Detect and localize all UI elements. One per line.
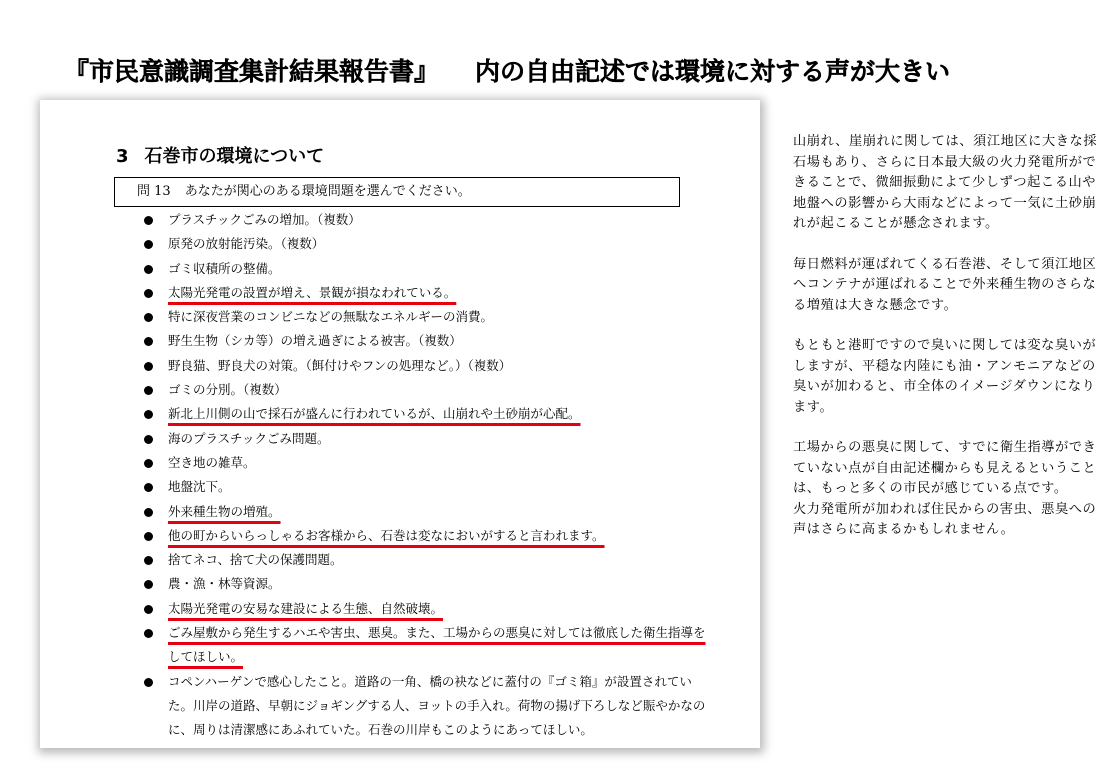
bullet-icon — [144, 216, 153, 225]
bullet-icon — [144, 435, 153, 444]
answer-item — [40, 305, 728, 329]
bullet-icon — [144, 556, 153, 565]
answer-text: 野生生物（シカ等）の増え過ぎによる被害。（複数） — [168, 333, 462, 349]
bullet-icon — [144, 532, 153, 541]
answer-item — [40, 572, 728, 596]
answer-text: 農・漁・林等資源。 — [168, 576, 281, 592]
question-text: あなたが関心のある環境問題を選んでください。 — [184, 184, 471, 199]
answer-item — [40, 621, 713, 670]
bullet-icon — [144, 386, 153, 395]
answer-item — [40, 208, 728, 232]
question-box — [114, 177, 680, 207]
answer-item — [40, 232, 728, 256]
commentary-invasive-species: 毎日燃料が運ばれてくる石巻港、そして須江地区へコンテナが運ばれることで外来種生物のさらなる増殖は大きな懸念です。 — [793, 256, 1097, 313]
answer-text: 捨てネコ、捨て犬の保護問題。 — [168, 552, 343, 568]
answer-item — [40, 329, 728, 353]
answer-item — [40, 257, 728, 281]
answer-text-highlighted: 外来種生物の増殖。 — [168, 503, 281, 519]
bullet-icon — [144, 605, 153, 614]
section-title: 石巻市の環境について — [144, 146, 325, 167]
answer-text: ゴミ収積所の整備。 — [168, 260, 281, 276]
bullet-icon — [144, 483, 153, 492]
bullet-icon — [144, 629, 153, 638]
answer-text: 原発の放射能汚染。（複数） — [168, 236, 325, 252]
bullet-icon — [144, 337, 153, 346]
answer-item — [40, 402, 728, 426]
question-number: 問 13 — [137, 184, 171, 199]
answer-text-highlighted: ごみ屋敷から発生するハエや害虫、悪臭。また、工場からの悪臭に対しては徹底した衛生指導をしてほしい。 — [168, 625, 706, 665]
answer-item — [40, 378, 728, 402]
answer-text: 海のプラスチックごみ問題。 — [168, 430, 330, 446]
answer-text: プラスチックごみの増加。（複数） — [168, 212, 361, 227]
answer-text-highlighted: 新北上川側の山で採石が盛んに行われているが、山崩れや土砂崩が心配。 — [168, 406, 581, 422]
report-excerpt — [40, 100, 760, 748]
report-title: 『市民意識調査集計結果報告書』 — [64, 57, 440, 86]
commentary-panel — [793, 132, 1098, 541]
answer-item — [40, 548, 728, 572]
answer-list — [40, 208, 760, 743]
bullet-icon — [144, 410, 153, 419]
slide-subtitle: 内の自由記述では環境に対する声が大きい — [475, 57, 951, 86]
bullet-icon — [144, 362, 153, 371]
bullet-icon — [144, 459, 153, 468]
answer-item — [40, 427, 728, 451]
commentary-factory-odor: 工場からの悪臭に関して、すでに衛生指導ができていない点が自由記述欄からも見えるということは、もっと多くの市民が感じている点です。 — [793, 440, 1097, 496]
bullet-icon — [144, 580, 153, 589]
answer-text: 地盤沈下。 — [168, 479, 231, 495]
answer-text-highlighted: 他の町からいらっしゃるお客様から、石巻は変なにおいがすると言われます。 — [168, 527, 605, 543]
answer-text: 特に深夜営業のコンビニなどの無駄なエネルギーの消費。 — [168, 309, 494, 325]
answer-item — [40, 500, 728, 524]
answer-text-highlighted: 太陽光発電の設置が増え、景観が損なわれている。 — [168, 284, 457, 300]
answer-text: コペンハーゲンで感心したこと。道路の一角、橋の袂などに蓋付の『ゴミ箱』が設置されていた。川岸の道路、早朝にジョギングする人、ヨットの手入れ。荷物の揚げ下ろしなど賑やかなのに、周りは清潔感にあふれていた。石巻の川岸もこのようにあってほしい。 — [168, 673, 706, 738]
bullet-icon — [144, 678, 153, 687]
answer-text: 空き地の雑草。 — [168, 454, 256, 470]
answer-item — [40, 451, 728, 475]
slide-title — [64, 52, 950, 88]
answer-text: ゴミの分別。（複数） — [168, 382, 287, 398]
answer-item — [40, 281, 728, 305]
commentary-landslide: 山崩れ、崖崩れに関しては、須江地区に大きな採石場もあり、さらに日本最大級の火力発電所ができることで、微細振動によて少しずつ起こる山や地盤への影響から大雨などによって一気に土砂崩れが起こることが懸念されます。 — [793, 134, 1098, 231]
bullet-icon — [144, 313, 153, 322]
commentary-power-plant: 火力発電所が加われば住民からの害虫、悪臭への声はさらに高まるかもしれません。 — [793, 501, 1097, 537]
answer-text: 野良猫、野良犬の対策。（餌付けやフンの処理など。）（複数） — [168, 357, 512, 373]
answer-item — [40, 354, 728, 378]
bullet-icon — [144, 508, 153, 517]
bullet-icon — [144, 240, 153, 249]
bullet-icon — [144, 289, 153, 298]
answer-text-highlighted: 太陽光発電の安易な建設による生態、自然破壊。 — [168, 600, 444, 616]
answer-item — [40, 475, 728, 499]
commentary-odor: もともと港町ですので臭いに関しては変な臭いがしますが、平穏な内陸にも油・アンモニアなどの臭いが加わると、市全体のイメージダウンになります。 — [793, 338, 1097, 415]
answer-item — [40, 597, 728, 621]
answer-item — [40, 524, 728, 548]
bullet-icon — [144, 265, 153, 274]
section-heading — [116, 142, 324, 168]
section-number: 3 — [116, 146, 129, 167]
answer-item — [40, 670, 713, 743]
